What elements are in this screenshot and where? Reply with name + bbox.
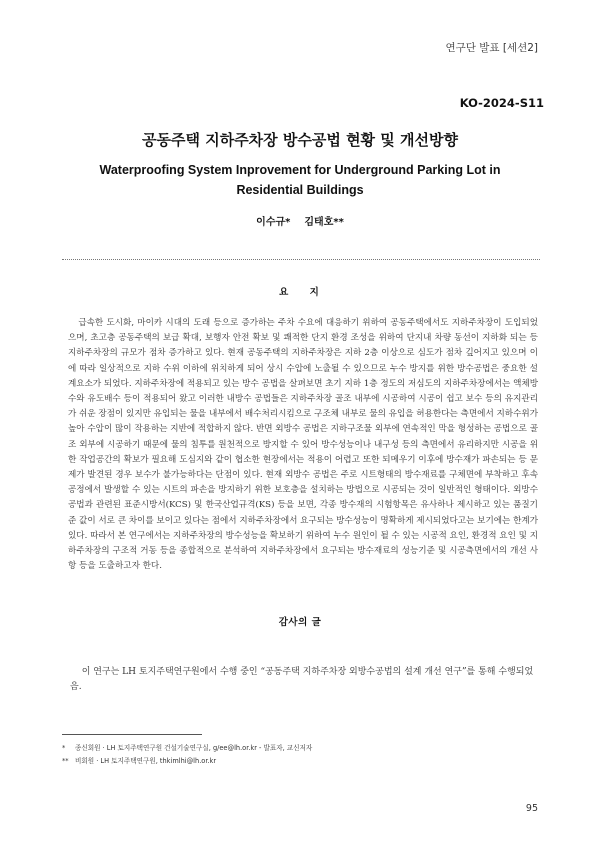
footnote-1-text: 종신회원 · LH 토지주택연구원 건설기술연구실, g/ee@lh.or.kr - 발표자, 교신저자 — [75, 744, 313, 752]
author-2: 김태호** — [304, 217, 344, 228]
acknowledgement-heading: 감사의 글 — [278, 617, 322, 628]
dotted-divider — [62, 259, 540, 260]
acknowledgement-body: 이 연구는 LH 토지주택연구원에서 수행 중인 “공동주택 지하주차장 외방수공법의 설계 개선 연구”를 통해 수행되었음. — [70, 667, 534, 692]
abstract-heading: 요 지 — [279, 287, 321, 298]
page-number: 95 — [525, 803, 538, 814]
author-1: 이수규* — [256, 217, 291, 228]
footnotes — [62, 742, 542, 768]
footnote-2-mark: ** — [62, 757, 69, 765]
footnote-1-mark: * — [62, 744, 66, 752]
session-label: 연구단 발표 [세션2] — [445, 42, 538, 54]
author-line — [0, 213, 600, 228]
footnote-1 — [62, 742, 542, 755]
abstract-body: 급속한 도시화, 마이카 시대의 도래 등으로 증가하는 주차 수요에 대응하기 위하여 공동주택에서도 지하주차장이 도입되었으며, 초고층 공동주택의 보급 확대, 보행자 안전 확보 및 쾌적한 단지 환경 조성을 위하여 단지내 차량 동선이 지하화 되는 등 지하주차장의 규모가 점차 증가하고 있다. 현재 공동주택의 지하주차장은 지하 2층 이상으로 심도가 점차 깊어지고 있으며 이에 따라 일상적으로 지하 수위 이하에 위치하게 되어 상시 수압에 노출될 수 있으므로 누수 방지를 위한 방수공법은 중요한 설계요소가 되었다. 지하주차장에 적용되고 있는 방수 공법을 살펴보면 초기 지하 1층 정도의 저심도의 지하주차장에서는 액체방수와 유도배수 등이 적용되어 왔고 이러한 내방수 공법들은 지하주차장 골조 내부에 시공하여 시공이 쉽고 보수 등의 유지관리가 쉬운 장점이 있지만 유입되는 물을 내부에서 배수처리시킴으로 구조체 내부로 물의 유입을 허용한다는 측면에서 지하수위가 높아 수압이 많이 작용하는 지반에 적합하지 않다. 반면 외방수 공법은 지하구조물 외부에 연속적인 막을 형성하는 공법으로 골조 외부에 시공하기 때문에 물의 침투를 원천적으로 방지할 수 있어 방수성능이나 내구성 등의 측면에서 유리하지만 시공을 위한 작업공간의 확보가 필요해 도심지와 같이 협소한 현장에서는 적용이 어렵고 또한 되메우기 이후에 방수재가 파손되는 등 문제가 발견된 경우 보수가 불가능하다는 단점이 있다. 현재 외방수 공법은 주로 시트형태의 방수재료를 구체면에 부착하고 후속 공정에서 발생할 수 있는 시트의 파손을 방지하기 위한 보호층을 설치하는 방법으로 시공되는 것이 일반적인 형태이다. 외방수 공법과 관련된 표준시방서(KCS) 및 한국산업규격(KS) 등을 보면, 각종 방수재의 시험항목은 유사하나 제시하고 있는 품질기준 값이 서로 큰 차이를 보이고 있다는 점에서 지하주차장에서 요구되는 방수성능이 명확하게 제시되었다고는 보기에는 한계가 있다. 따라서 본 연구에서는 지하주차장의 방수성능을 확보하기 위하여 누수 원인이 될 수 있는 시공적 요인, 환경적 요인 및 지하주차장의 구조적 거동 등을 종합적으로 분석하여 지하주차장에서 요구되는 방수재료의 성능기준 및 시공측면에서의 개선 사항 등을 도출하고자 한다. — [68, 318, 538, 572]
footnote-divider — [62, 734, 202, 735]
korean-title: 공동주택 지하주차장 방수공법 현황 및 개선방향 — [142, 131, 458, 149]
footnote-2-text: 비회원 · LH 토지주택연구원, thkimlhi@lh.or.kr — [75, 757, 217, 765]
paper-code: KO-2024-S11 — [459, 96, 544, 110]
english-title: Waterproofing System Inprovement for Underground Parking Lot in Residential Buildings — [99, 163, 501, 197]
footnote-2 — [62, 755, 542, 768]
